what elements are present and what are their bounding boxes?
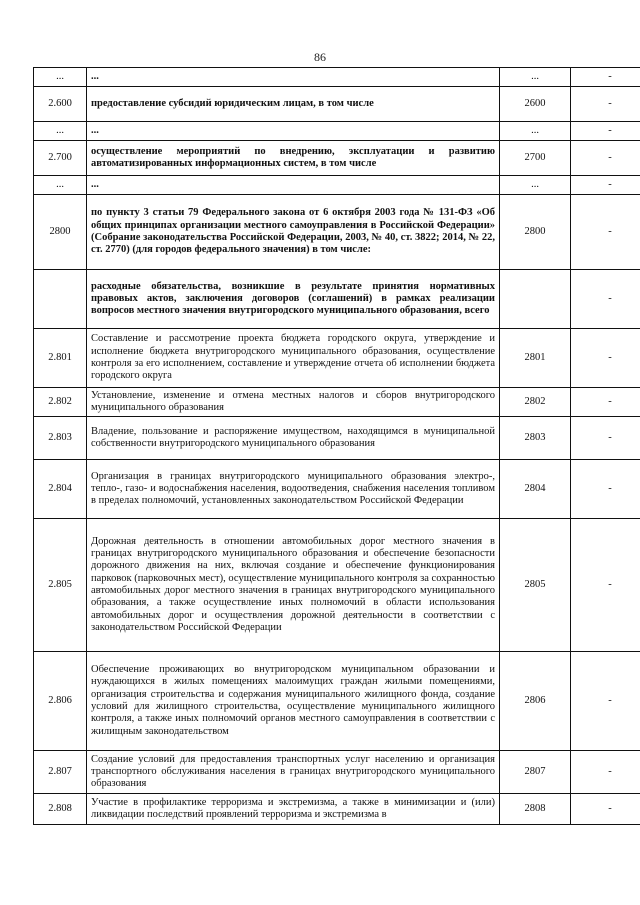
row-value-cell: - xyxy=(571,417,640,460)
table-row xyxy=(34,417,640,460)
row-description-cell: ... xyxy=(87,68,500,87)
row-number-cell: 2800 xyxy=(34,195,87,270)
row-number-cell: 2.807 xyxy=(34,751,87,794)
row-number-cell: ... xyxy=(34,176,87,195)
row-number-cell: 2.804 xyxy=(34,460,87,519)
row-description-cell: ... xyxy=(87,122,500,141)
row-description-cell: по пункту 3 статьи 79 Федерального закона от 6 октября 2003 года № 131-ФЗ «Об общих принципах организации местного самоуправления в Российской Федерации» (Собрание законодательства Российской Федерации, 2003, № 40, ст. 3822; 2014, № 22, ст. 2770) (для городов федерального значения) в том числе: xyxy=(87,195,500,270)
table-row xyxy=(34,794,640,825)
row-code-cell: 2800 xyxy=(500,195,571,270)
row-value-cell: - xyxy=(571,460,640,519)
row-value-cell: - xyxy=(571,329,640,388)
row-code-cell: 2803 xyxy=(500,417,571,460)
table-row xyxy=(34,519,640,652)
row-code-cell: 2808 xyxy=(500,794,571,825)
row-number-cell: 2.600 xyxy=(34,87,87,122)
row-code-cell: 2600 xyxy=(500,87,571,122)
table-row xyxy=(34,329,640,388)
table-row xyxy=(34,652,640,751)
row-code-cell: ... xyxy=(500,122,571,141)
row-code-cell: 2700 xyxy=(500,141,571,176)
table-row xyxy=(34,751,640,794)
row-description-cell: осуществление мероприятий по внедрению, эксплуатации и развитию автоматизированных информационных систем, в том числе xyxy=(87,141,500,176)
table-row xyxy=(34,122,640,141)
row-number-cell: 2.806 xyxy=(34,652,87,751)
row-description-cell: Создание условий для предоставления транспортных услуг населению и организация транспортного обслуживания населения в границах внутригородского муниципального образования xyxy=(87,751,500,794)
row-code-cell: 2806 xyxy=(500,652,571,751)
row-code-cell: 2804 xyxy=(500,460,571,519)
row-value-cell: - xyxy=(571,794,640,825)
table-row xyxy=(34,388,640,417)
row-number-cell: ... xyxy=(34,122,87,141)
row-value-cell: - xyxy=(571,388,640,417)
row-number-cell: 2.700 xyxy=(34,141,87,176)
row-description-cell: Владение, пользование и распоряжение имуществом, находящимся в муниципальной собственности внутригородского муниципального образования xyxy=(87,417,500,460)
table-row xyxy=(34,68,640,87)
row-number-cell: 2.805 xyxy=(34,519,87,652)
row-description-cell: ... xyxy=(87,176,500,195)
row-number-cell: 2.801 xyxy=(34,329,87,388)
row-number-cell: ... xyxy=(34,68,87,87)
row-code-cell: 2801 xyxy=(500,329,571,388)
row-value-cell: - xyxy=(571,68,640,87)
row-value-cell: - xyxy=(571,87,640,122)
table-row xyxy=(34,141,640,176)
row-value-cell: - xyxy=(571,195,640,270)
row-description-cell: предоставление субсидий юридическим лицам, в том числе xyxy=(87,87,500,122)
row-number-cell: 2.808 xyxy=(34,794,87,825)
table-row xyxy=(34,195,640,270)
row-description-cell: Организация в границах внутригородского муниципального образования электро-, тепло-, газо- и водоснабжения населения, водоотведения, снабжения населения топливом в пределах полномочий, установленных законодательством Российской Федерации xyxy=(87,460,500,519)
row-code-cell xyxy=(500,270,571,329)
row-code-cell: ... xyxy=(500,68,571,87)
row-code-cell: 2805 xyxy=(500,519,571,652)
row-description-cell: расходные обязательства, возникшие в результате принятия нормативных правовых актов, заключения договоров (соглашений) в рамках реализации вопросов местного значения внутригородского муниципального образования, всего xyxy=(87,270,500,329)
row-description-cell: Дорожная деятельность в отношении автомобильных дорог местного значения в границах внутригородского муниципального образования и обеспечение безопасности дорожного движения на них, включая создание и обеспечение функционирования парковок (парковочных мест), осуществление муниципального контроля за сохранностью автомобильных дорог местного значения в границах внутригородского муниципального образования, а также осуществление иных полномочий в области использования автомобильных дорог и осуществления дорожной деятельности в соответствии с законодательством Российской Федерации xyxy=(87,519,500,652)
row-value-cell: - xyxy=(571,270,640,329)
row-value-cell: - xyxy=(571,141,640,176)
table-row xyxy=(34,87,640,122)
table-row xyxy=(34,176,640,195)
row-code-cell: 2807 xyxy=(500,751,571,794)
row-value-cell: - xyxy=(571,176,640,195)
row-value-cell: - xyxy=(571,122,640,141)
table-row xyxy=(34,460,640,519)
row-number-cell: 2.803 xyxy=(34,417,87,460)
row-description-cell: Составление и рассмотрение проекта бюджета городского округа, утверждение и исполнение бюджета внутригородского муниципального образования, осуществление контроля за его исполнением, составление и утверждение отчета об исполнении бюджета городского округа xyxy=(87,329,500,388)
row-number-cell xyxy=(34,270,87,329)
row-number-cell: 2.802 xyxy=(34,388,87,417)
budget-obligations-table xyxy=(33,67,640,825)
row-description-cell: Обеспечение проживающих во внутригородском муниципальном образовании и нуждающихся в жилых помещениях малоимущих граждан жилыми помещениями, организация строительства и содержания муниципального жилищного фонда, создание условий для жилищного строительства, осуществление муниципального жилищного контроля, а также иных полномочий органов местного самоуправления в соответствии с жилищным законодательством xyxy=(87,652,500,751)
row-value-cell: - xyxy=(571,751,640,794)
row-description-cell: Участие в профилактике терроризма и экстремизма, а также в минимизации и (или) ликвидации последствий проявлений терроризма и экстремизма в xyxy=(87,794,500,825)
table-body xyxy=(34,68,640,825)
row-value-cell: - xyxy=(571,652,640,751)
row-value-cell: - xyxy=(571,519,640,652)
page-number: 86 xyxy=(314,50,326,64)
row-code-cell: 2802 xyxy=(500,388,571,417)
row-description-cell: Установление, изменение и отмена местных налогов и сборов внутригородского муниципального образования xyxy=(87,388,500,417)
row-code-cell: ... xyxy=(500,176,571,195)
table-row xyxy=(34,270,640,329)
